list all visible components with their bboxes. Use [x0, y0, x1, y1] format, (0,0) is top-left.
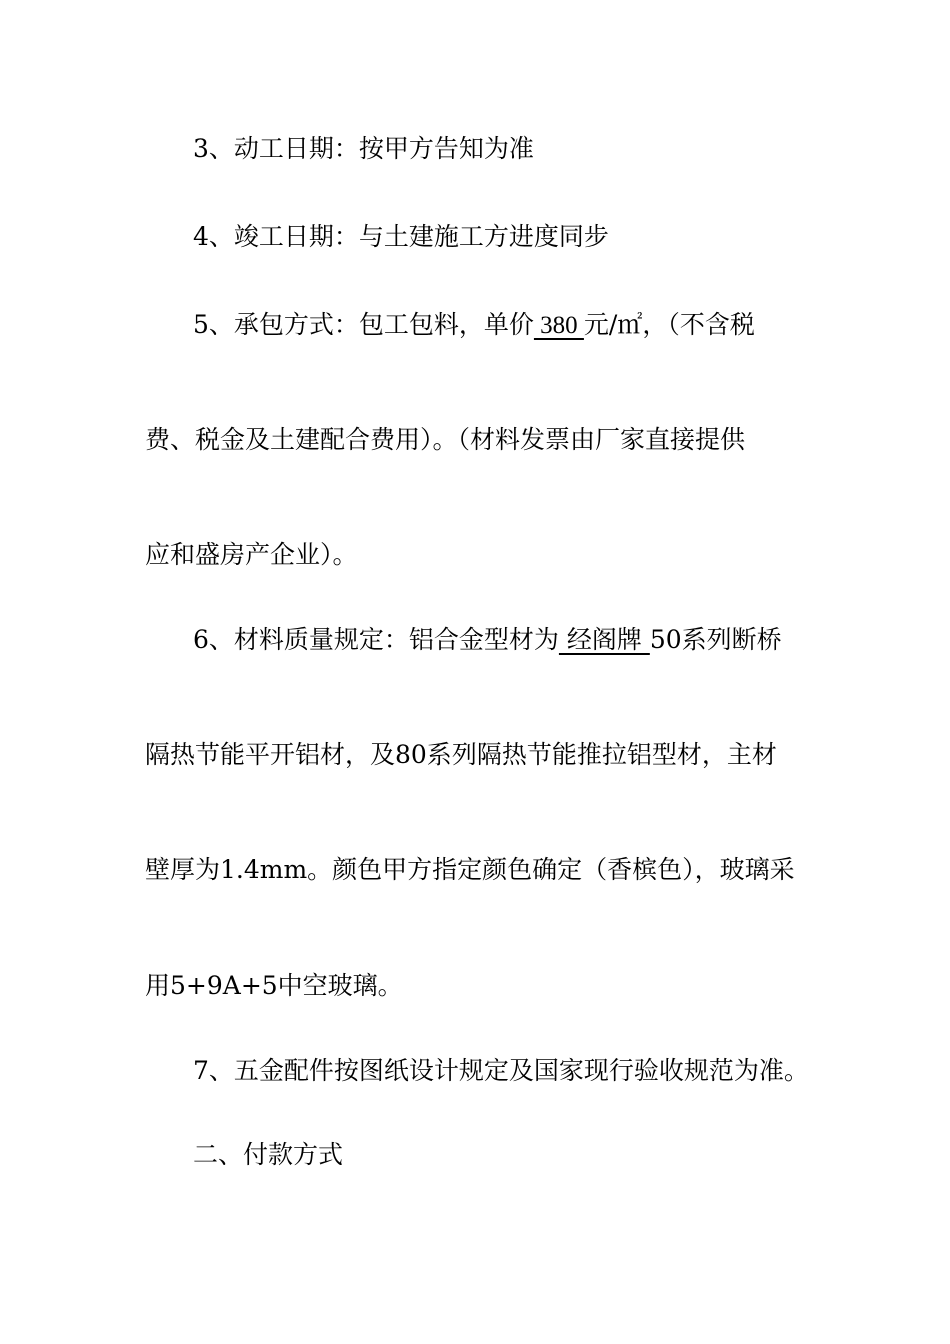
item-5-line-3: 应和盛房产企业）。 — [145, 540, 358, 569]
item-5-line-2: 费、税金及土建配合费用）。（材料发票由厂家直接提供 — [145, 425, 746, 454]
item-3-start-date: 3、动工日期：按甲方告知为准 — [193, 134, 534, 163]
item-5-contract-method — [0, 309, 950, 342]
item-6-line-4: 用5+9A+5中空玻璃。 — [145, 971, 403, 1000]
section-2-heading: 二、付款方式 — [193, 1140, 344, 1169]
item-5-unit-price: 380 — [533, 312, 584, 339]
item-7-hardware: 7、五金配件按图纸设计规定及国家现行验收规范为准。 — [193, 1056, 809, 1085]
item-5-suffix: 元/㎡，（不含税 — [583, 310, 755, 339]
item-5-prefix: 5、承包方式：包工包料，单价 — [193, 310, 534, 339]
item-4-completion-date: 4、竣工日期：与土建施工方进度同步 — [193, 222, 609, 251]
item-6-material-quality — [0, 624, 950, 656]
item-6-prefix: 6、材料质量规定：铝合金型材为 — [193, 625, 559, 654]
item-6-line-3: 壁厚为1.4mm。颜色甲方指定颜色确定（香槟色），玻璃采 — [145, 855, 795, 884]
item-6-suffix: 50系列断桥 — [649, 625, 782, 654]
item-6-brand: 经阁牌 — [558, 625, 650, 654]
item-6-line-2: 隔热节能平开铝材，及80系列隔热节能推拉铝型材，主材 — [145, 740, 777, 769]
